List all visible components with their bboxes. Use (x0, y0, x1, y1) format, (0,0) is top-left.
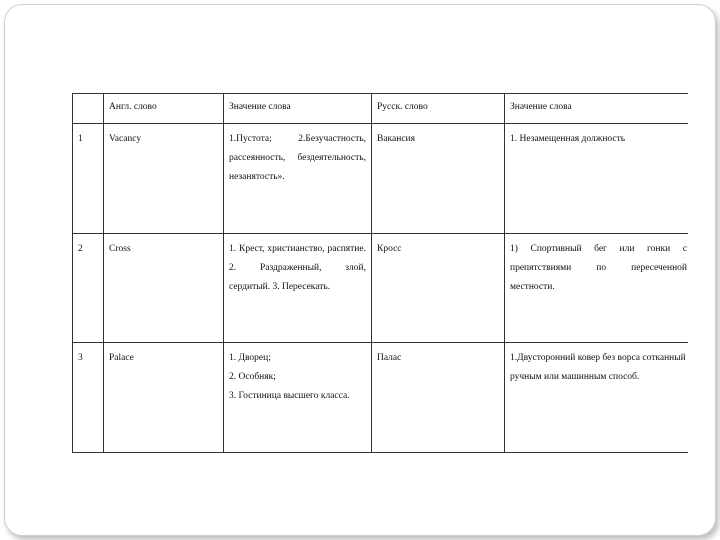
rus-meaning: 1. Незамещенная должность (505, 124, 689, 234)
table-row (73, 233, 689, 343)
rus-meaning: 1.Двусторонний ковер без ворса сотканный ручным или машинным способ. (505, 343, 689, 453)
vocabulary-table-container (72, 93, 688, 453)
eng-word: Cross (104, 233, 224, 343)
rus-word: Палас (372, 343, 505, 453)
eng-meaning-line: 1. Дворец; (229, 353, 271, 364)
eng-meaning-line: 3. Гостиница высшего класса. (229, 391, 350, 402)
table-row (73, 124, 689, 234)
table-row (73, 343, 689, 453)
header-num (73, 94, 104, 124)
eng-word: Vacancy (104, 124, 224, 234)
rus-word: Кросс (372, 233, 505, 343)
eng-meaning: 1. Крест, христианство, распятие. 2. Раздраженный, злой, сердитый. 3. Пересекать. (224, 233, 372, 343)
rus-meaning: 1) Спортивный бег или гонки с препятствиями по пересеченной местности. (505, 233, 689, 343)
header-rus-word: Русск. слово (372, 94, 505, 124)
header-eng-word: Англ. слово (104, 94, 224, 124)
header-eng-meaning: Значение слова (224, 94, 372, 124)
rus-word: Вакансия (372, 124, 505, 234)
eng-meaning (224, 343, 372, 453)
eng-meaning-line: 2. Особняк; (229, 372, 276, 383)
row-num: 1 (73, 124, 104, 234)
eng-meaning: 1.Пустота; 2.Безучастность, рассеянность, бездеятельность, незанятость». (224, 124, 372, 234)
table-header-row (73, 94, 689, 124)
row-num: 2 (73, 233, 104, 343)
vocabulary-table (72, 93, 688, 453)
header-rus-meaning: Значение слова (505, 94, 689, 124)
eng-word: Palace (104, 343, 224, 453)
row-num: 3 (73, 343, 104, 453)
